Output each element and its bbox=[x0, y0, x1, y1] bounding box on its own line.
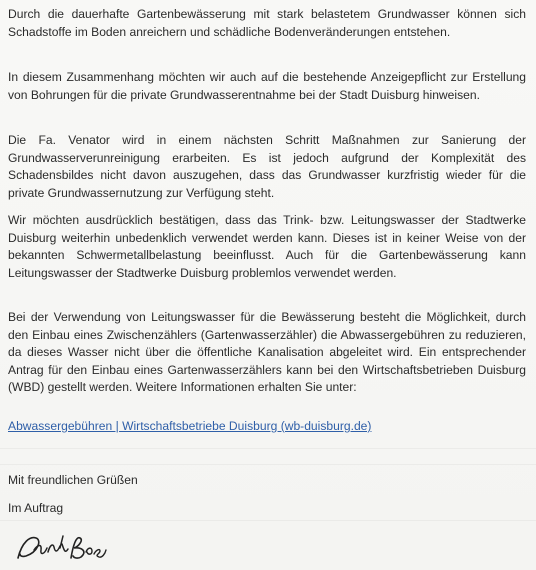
closing-greeting: Mit freundlichen Grüßen bbox=[8, 473, 138, 487]
on-behalf-label: Im Auftrag bbox=[8, 501, 64, 515]
paragraph-remediation: Die Fa. Venator wird in einem nächsten Schritt Maßnahmen zur Sanierung der Grundwasserverunreinigung erarbeiten. Es ist jedoch aufgrund der Komplexität des Schadensbildes nicht davon auszugehen, dass das Grundwasser kurzfristig wieder für die private Grundwassernutzung zur Verfügung steht. bbox=[8, 133, 526, 200]
paragraph-drilling-notice: In diesem Zusammenhang möchten wir auch auf die bestehende Anzeigepflicht zur Erstellung von Bohrungen für die private Grundwasserentnahme bei der Stadt Duisburg hinweisen. bbox=[8, 70, 526, 102]
show-through-line bbox=[0, 448, 536, 449]
handwritten-signature bbox=[8, 530, 108, 568]
wbd-fees-link[interactable]: Abwassergebühren | Wirtschaftsbetriebe Duisburg (wb-duisburg.de) bbox=[8, 419, 372, 433]
show-through-line bbox=[0, 464, 536, 465]
paragraph-garden-meter: Bei der Verwendung von Leitungswasser für die Bewässerung besteht die Möglichkeit, durch den Einbau eines Zwischenzählers (Gartenwasserzähler) die Abwassergebühren zu reduzieren, da dieses Wasser nicht über die öffentliche Kanalisation abgeleitet wird. Ein entsprechender Antrag für den Einbau eines Gartenwasserzählers kann bei den Wirtschaftsbetrieben Duisburg (WBD) gestellt werden. Weitere Informationen erhalten Sie unter: bbox=[8, 310, 526, 395]
show-through-line bbox=[0, 520, 536, 521]
paragraph-tap-water-safe: Wir möchten ausdrücklich bestätigen, dass das Trink- bzw. Leitungswasser der Stadtwerke Duisburg weiterhin unbedenklich verwendet werden kann. Dieses ist in keiner Weise von der bekannten Schwermetallbelastung beeinflusst. Auch für die Gartenbewässerung kann Leitungswasser der Stadtwerke Duisburg problemlos verwendet werden. bbox=[8, 213, 526, 280]
paragraph-soil-contamination: Durch die dauerhafte Gartenbewässerung mit stark belastetem Grundwasser können sich Schadstoffe im Boden anreichern und schädliche Bodenveränderungen entstehen. bbox=[8, 7, 526, 39]
